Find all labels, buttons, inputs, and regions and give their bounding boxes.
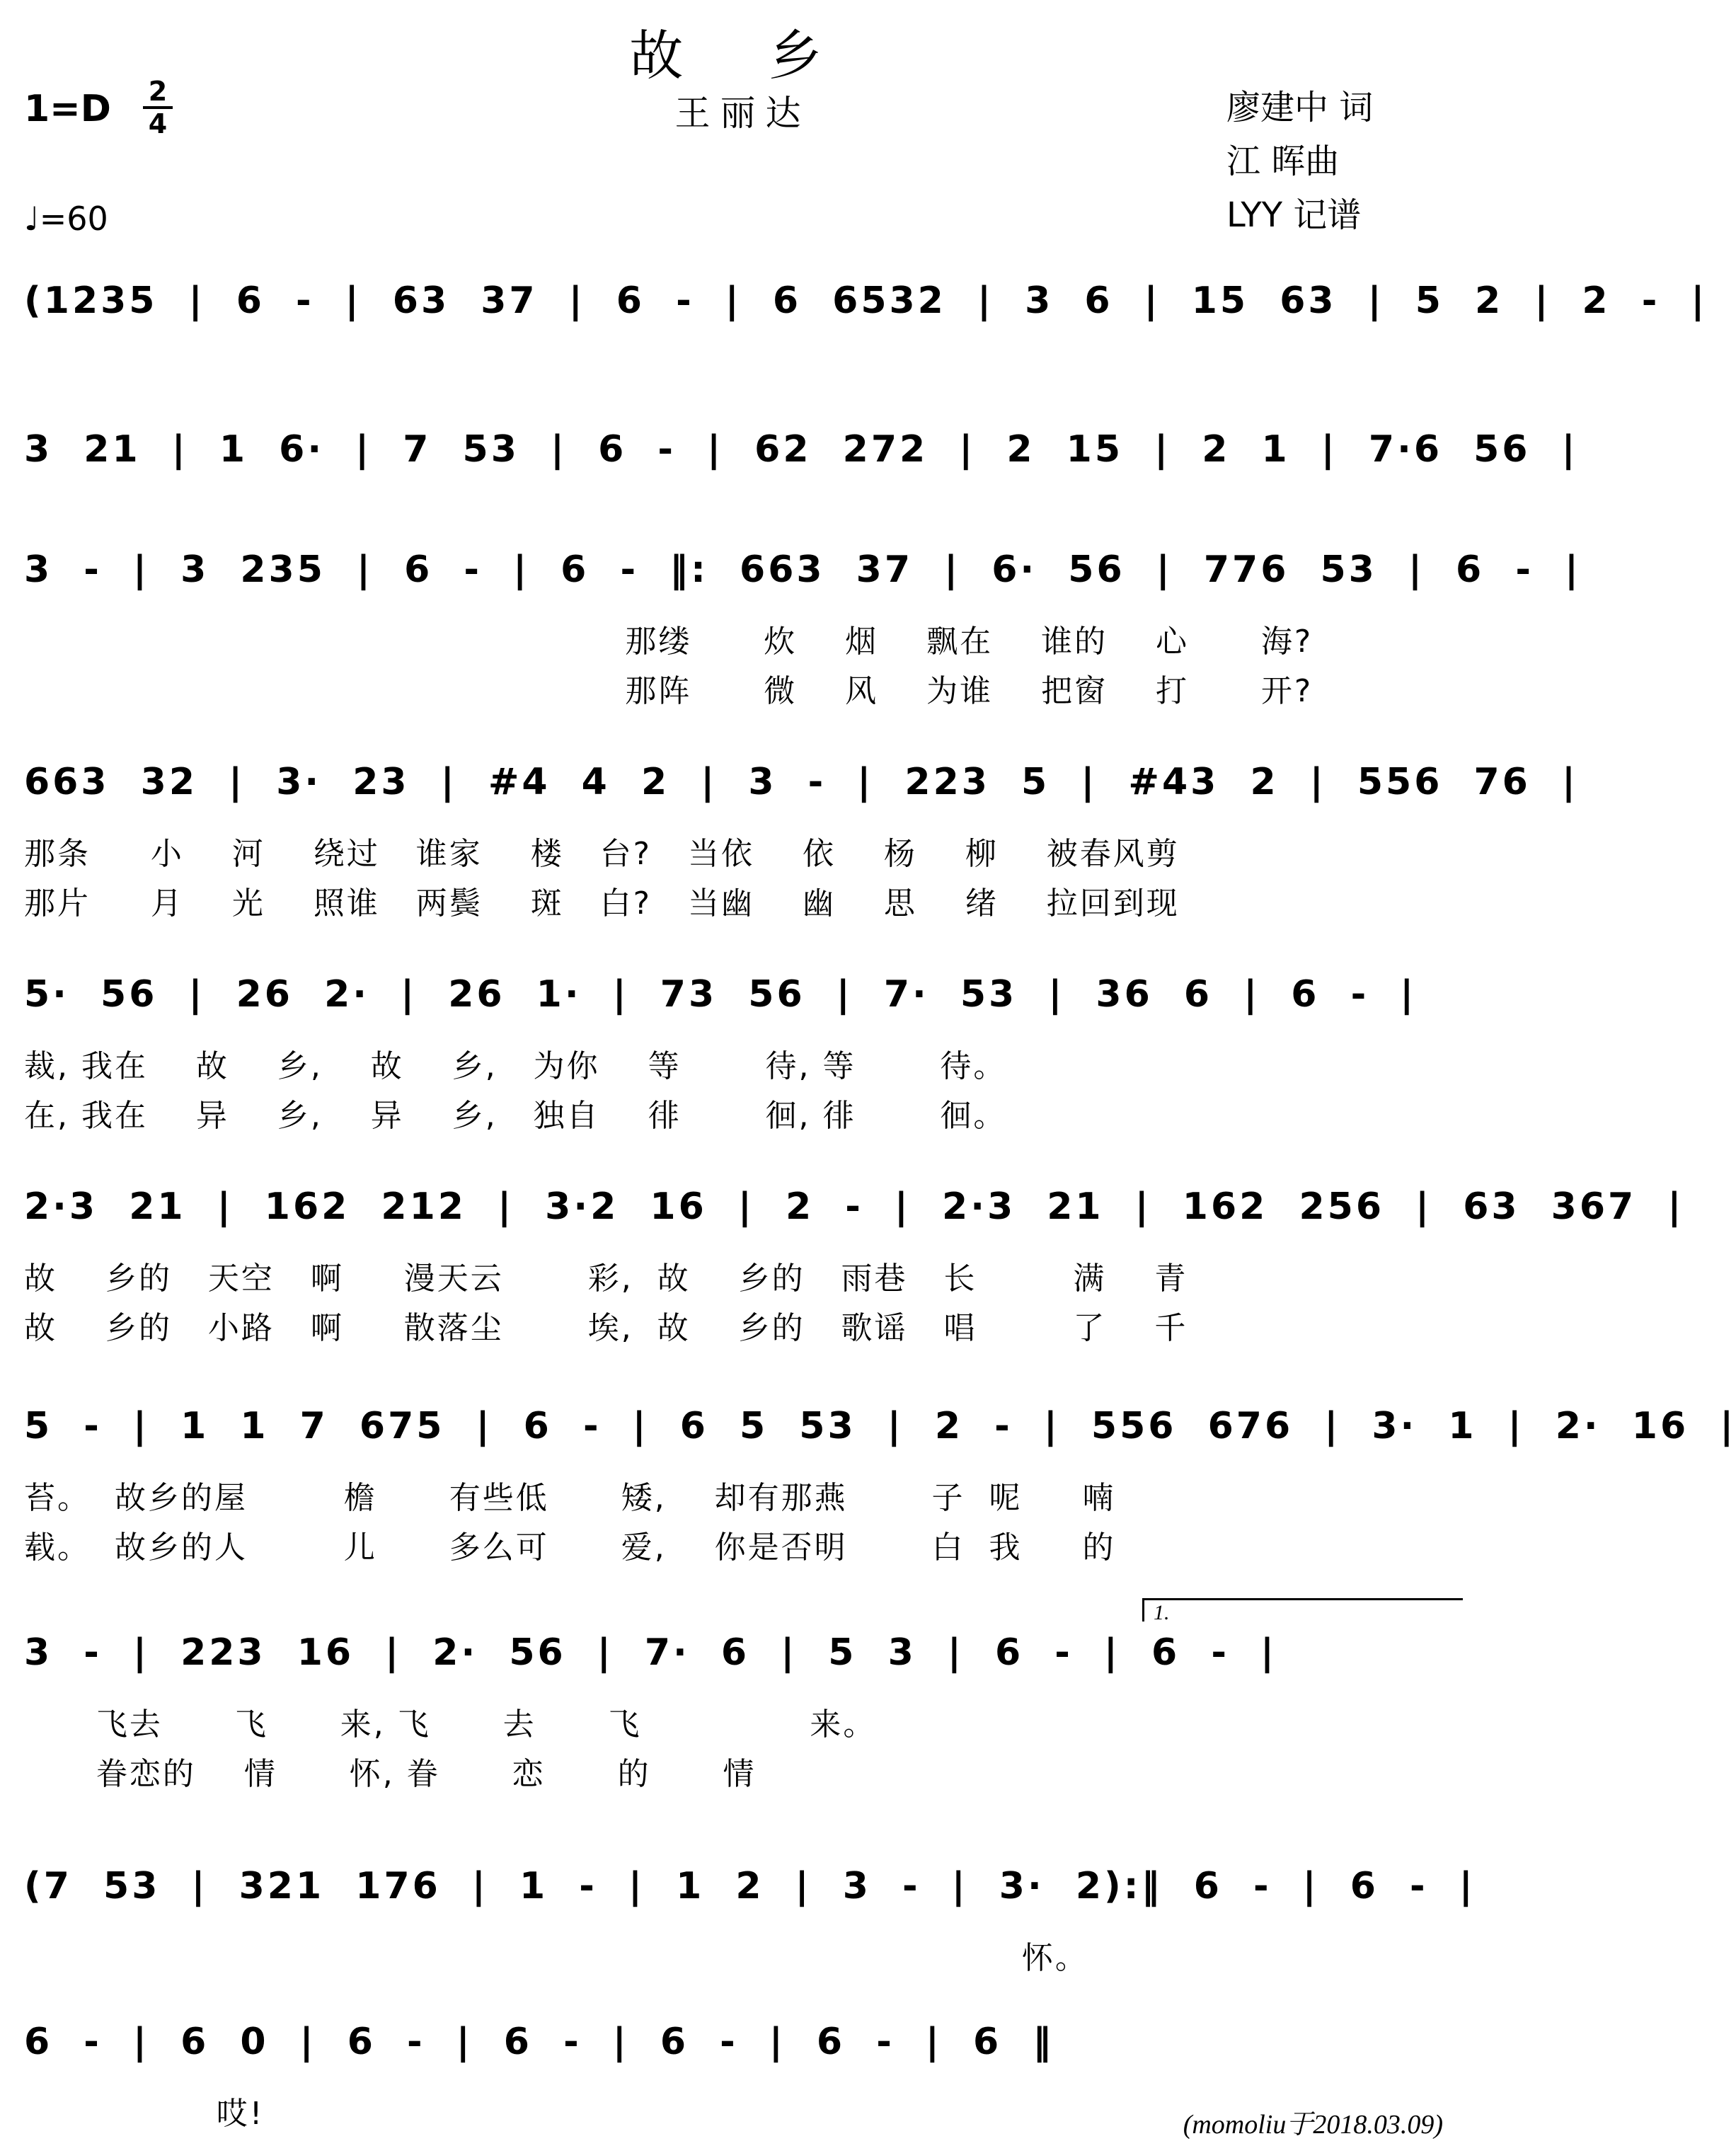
lyric-verse-2: 那阵 微 风 为谁 把窗 打 开?	[24, 673, 1314, 709]
lyric-verse-1: 苔。 故乡的屋 檐 有些低 矮, 却有那燕 子 呢 喃	[24, 1480, 1116, 1516]
notation-line: (7 53 | 321 176 | 1 - | 1 2 | 3 - | 3· 2):‖ 6 - | 6 - |	[24, 1865, 1476, 1907]
notation-line: 5 - | 1 1 7 675 | 6 - | 6 5 53 | 2 - | 556 676 | 3· 1 | 2· 16 |	[24, 1405, 1736, 1447]
lyric-verse-1: 那条 小 河 绕过 谁家 楼 台? 当依 依 杨 柳 被春风剪	[24, 836, 1180, 872]
lyric-verse-1: 哎!	[24, 2096, 265, 2132]
time-bottom: 4	[148, 108, 168, 139]
time-top: 2	[148, 76, 168, 107]
lyric-verse-2: 载。 故乡的人 儿 多么可 爱, 你是否明 白 我 的	[24, 1529, 1116, 1566]
lyricist-credit: 廖建中 词	[1226, 88, 1374, 127]
lyric-verse-1: 怀。	[24, 1940, 1088, 1976]
time-signature	[143, 78, 173, 137]
lyric-verse-1: 飞去 飞 来, 飞 去 飞 来。	[24, 1706, 877, 1743]
composer-credit: 江 晖曲	[1226, 142, 1340, 181]
notation-line: 3 - | 223 16 | 2· 56 | 7· 6 | 5 3 | 6 - | 6 - |	[24, 1631, 1277, 1674]
lyric-verse-1: 裁, 我在 故 乡, 故 乡, 为你 等 待, 等 待。	[24, 1048, 1007, 1084]
lyric-verse-1: 故 乡的 天空 啊 漫天云 彩, 故 乡的 雨巷 长 满 青	[24, 1261, 1188, 1297]
song-title: 故 乡	[629, 24, 856, 87]
notation-line: 663 32 | 3· 23 | #4 4 2 | 3 - | 223 5 | #43 2 | 556 76 |	[24, 761, 1578, 803]
tempo-marking: ♩=60	[24, 200, 108, 238]
notation-line: 5· 56 | 26 2· | 26 1· | 73 56 | 7· 53 | 36 6 | 6 - |	[24, 973, 1417, 1016]
singer-name: 王丽达	[674, 93, 811, 134]
lyric-verse-2: 那片 月 光 照谁 两鬓 斑 白? 当幽 幽 思 绪 拉回到现	[24, 885, 1180, 922]
lyric-verse-2: 在, 我在 异 乡, 异 乡, 独自 徘 徊, 徘 徊。	[24, 1098, 1007, 1134]
transcriber-credit: LYY 记谱	[1226, 195, 1362, 235]
key-signature: 1=D	[24, 88, 111, 130]
notation-line: 2·3 21 | 162 212 | 3·2 16 | 2 - | 2·3 21 | 162 256 | 63 367 |	[24, 1186, 1684, 1228]
lyric-verse-1: 那缕 炊 烟 飘在 谁的 心 海?	[24, 624, 1314, 660]
notation-line: 3 - | 3 235 | 6 - | 6 - ‖: 663 37 | 6· 56 | 776 53 | 6 - |	[24, 549, 1582, 591]
notation-line: 6 - | 6 0 | 6 - | 6 - | 6 - | 6 - | 6 ‖	[24, 2021, 1054, 2063]
notation-line: 3 21 | 1 6· | 7 53 | 6 - | 62 272 | 2 15 | 2 1 | 7·6 56 |	[24, 428, 1578, 471]
lyric-verse-2: 故 乡的 小路 啊 散落尘 埃, 故 乡的 歌谣 唱 了 千	[24, 1310, 1188, 1346]
volta-bracket	[1142, 1598, 1463, 1621]
credits	[1226, 81, 1453, 242]
volta-number: 1.	[1154, 1601, 1170, 1624]
transcription-signature: (momoliu于2018.03.09)	[1183, 2110, 1443, 2140]
lyric-verse-2: 眷恋的 情 怀, 眷 恋 的 情	[24, 1756, 757, 1792]
notation-line: (1235 | 6 - | 63 37 | 6 - | 6 6532 | 3 6 | 15 63 | 5 2 | 2 - |	[24, 280, 1708, 322]
